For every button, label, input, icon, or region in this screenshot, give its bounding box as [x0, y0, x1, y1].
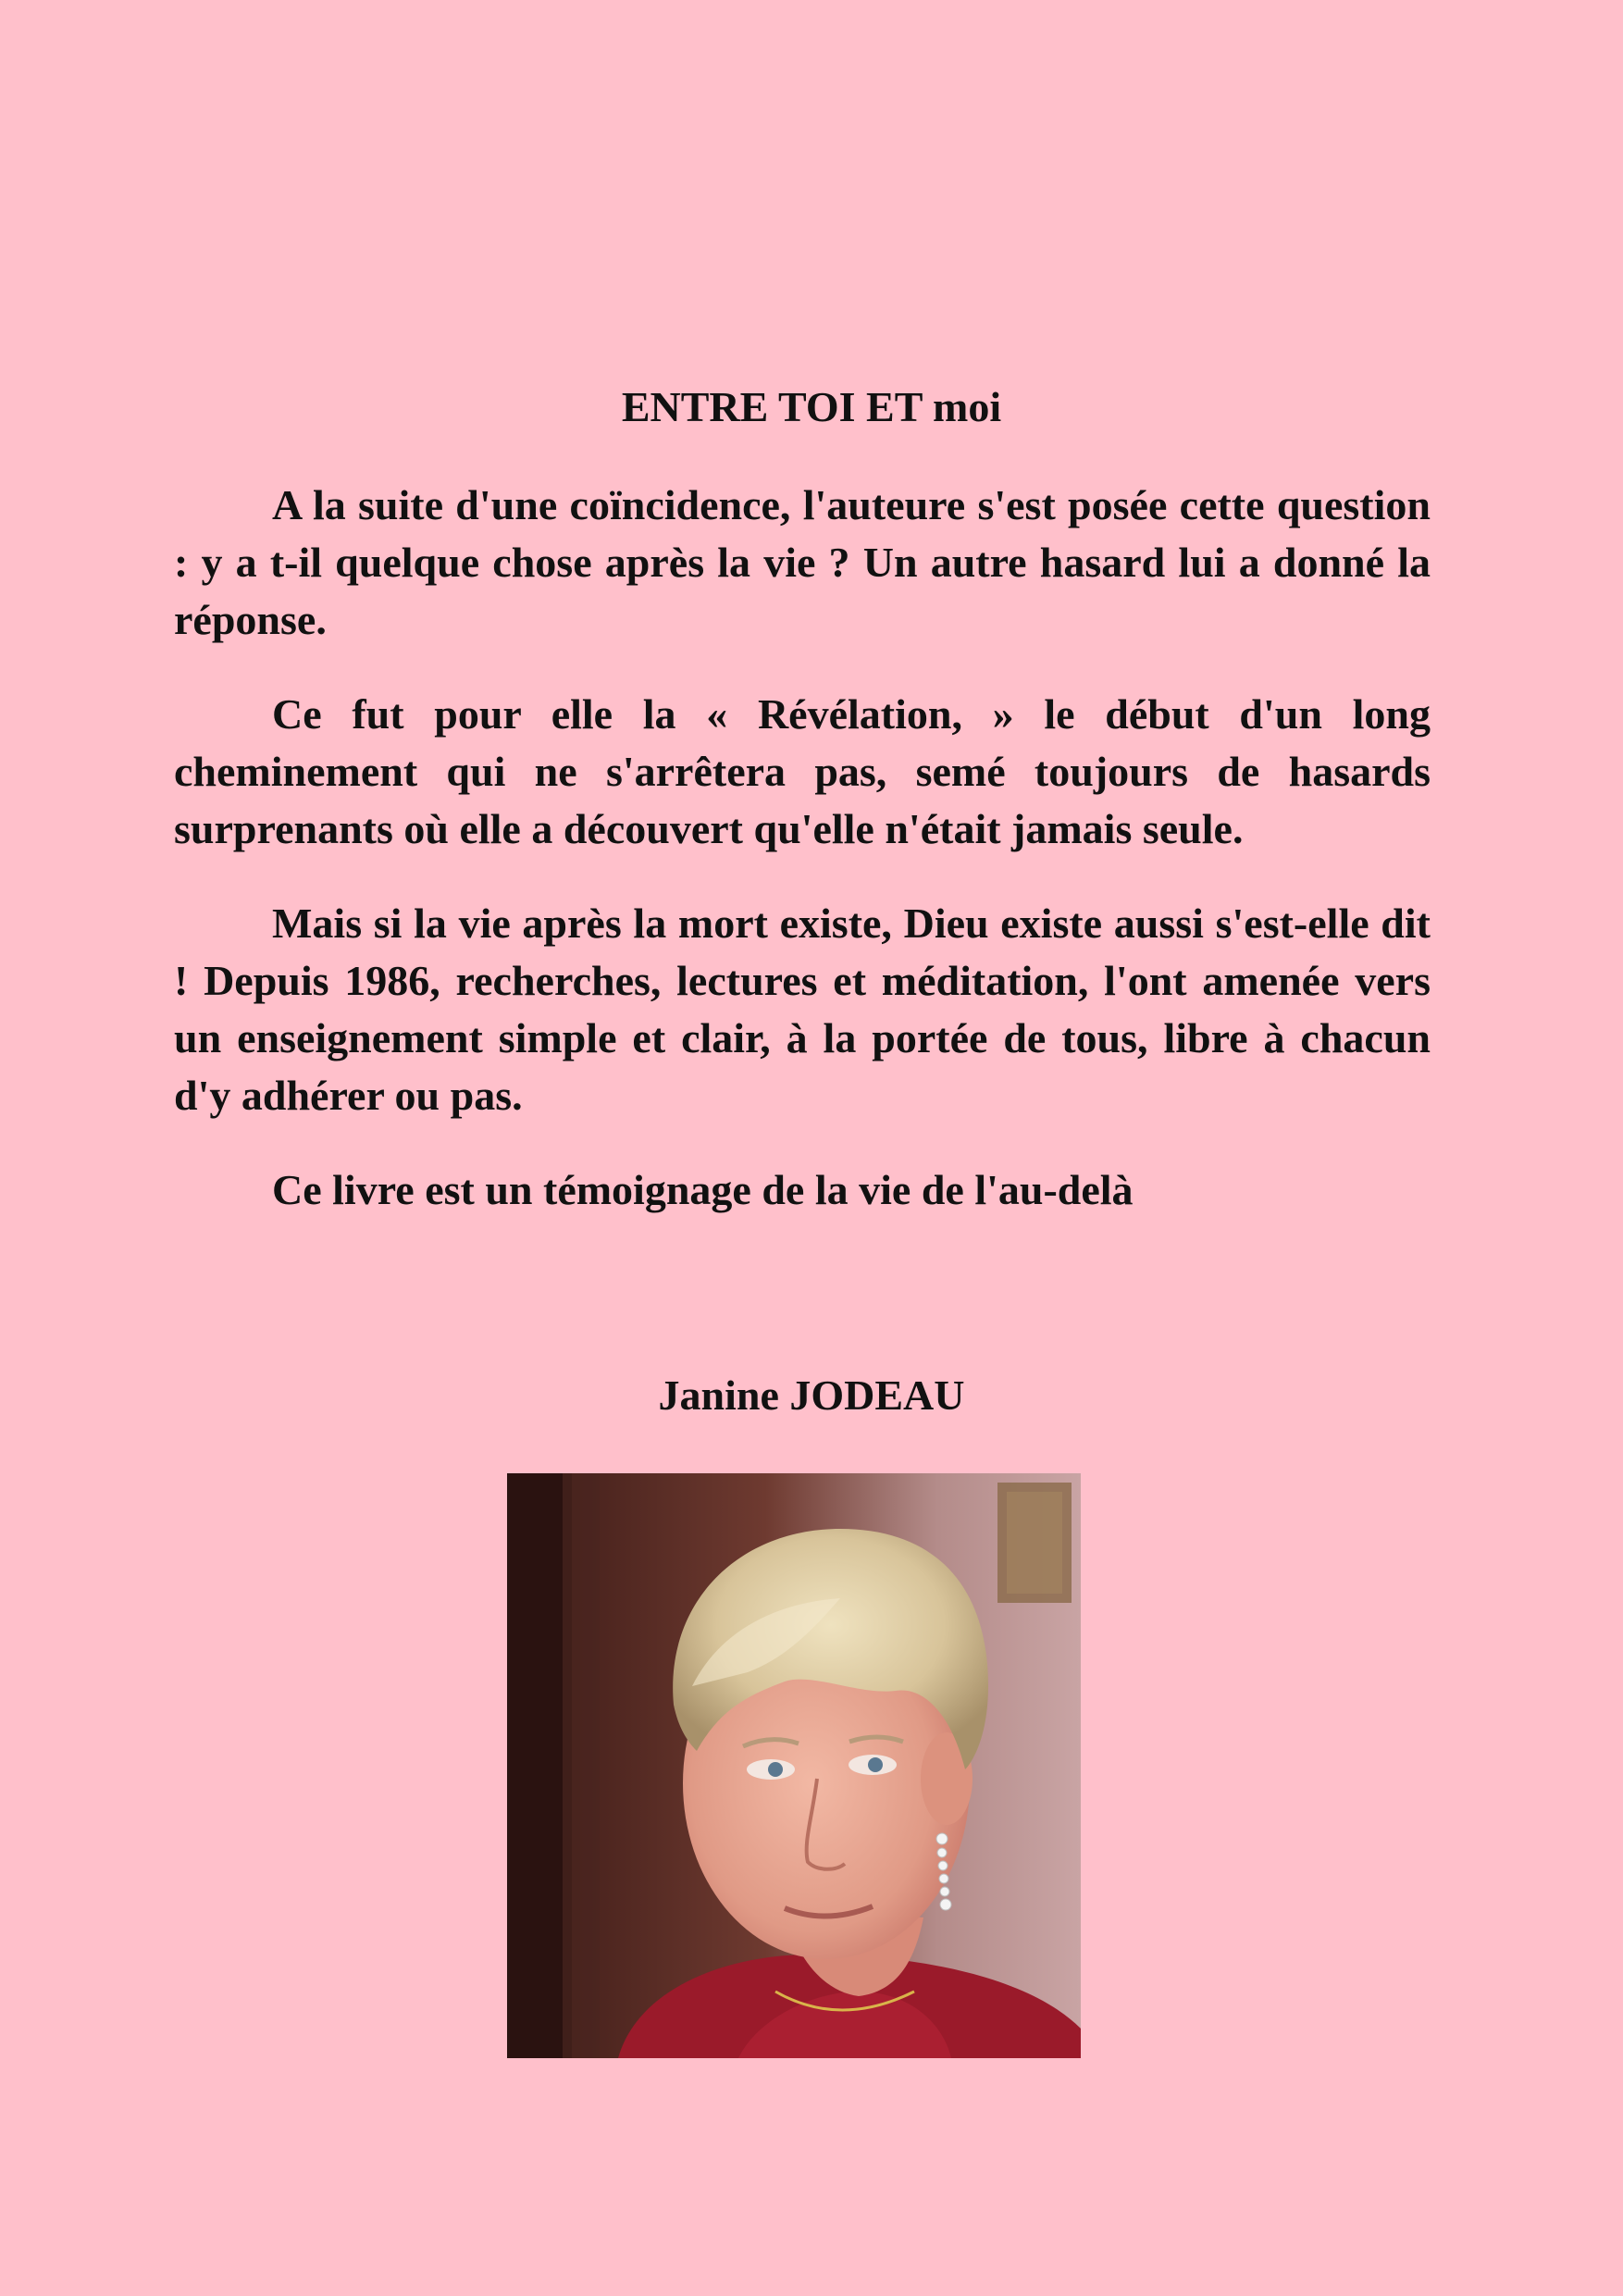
book-title: ENTRE TOI ET moi: [621, 383, 1002, 430]
summary-paragraph-2: Ce fut pour elle la « Révélation, » le début d'un long cheminement qui ne s'arrêtera pas, semé toujours de hasards surprenants où elle a découvert qu'elle n'était jamais seule.: [174, 690, 1431, 852]
summary-paragraph-1: A la suite d'une coïncidence, l'auteure s'est posée cette question : y a t-il quelque chose après la vie ? Un autre hasard lui a donné la réponse.: [174, 481, 1431, 643]
summary-paragraph-3: Mais si la vie après la mort existe, Dieu existe aussi s'est-elle dit ! Depuis 1986, recherches, lectures et méditation, l'ont amenée vers un enseignement simple et clair, à la portée de tous, libre à chacun d'y adhérer ou pas.: [174, 900, 1431, 1119]
author-portrait-illustration: [507, 1473, 1081, 2058]
author-name: Janine JODEAU: [658, 1371, 965, 1419]
author-photo: [507, 1473, 1081, 2058]
summary-text: [174, 477, 1431, 1256]
summary-paragraph-4: Ce livre est un témoignage de la vie de l'au-delà: [272, 1166, 1134, 1213]
